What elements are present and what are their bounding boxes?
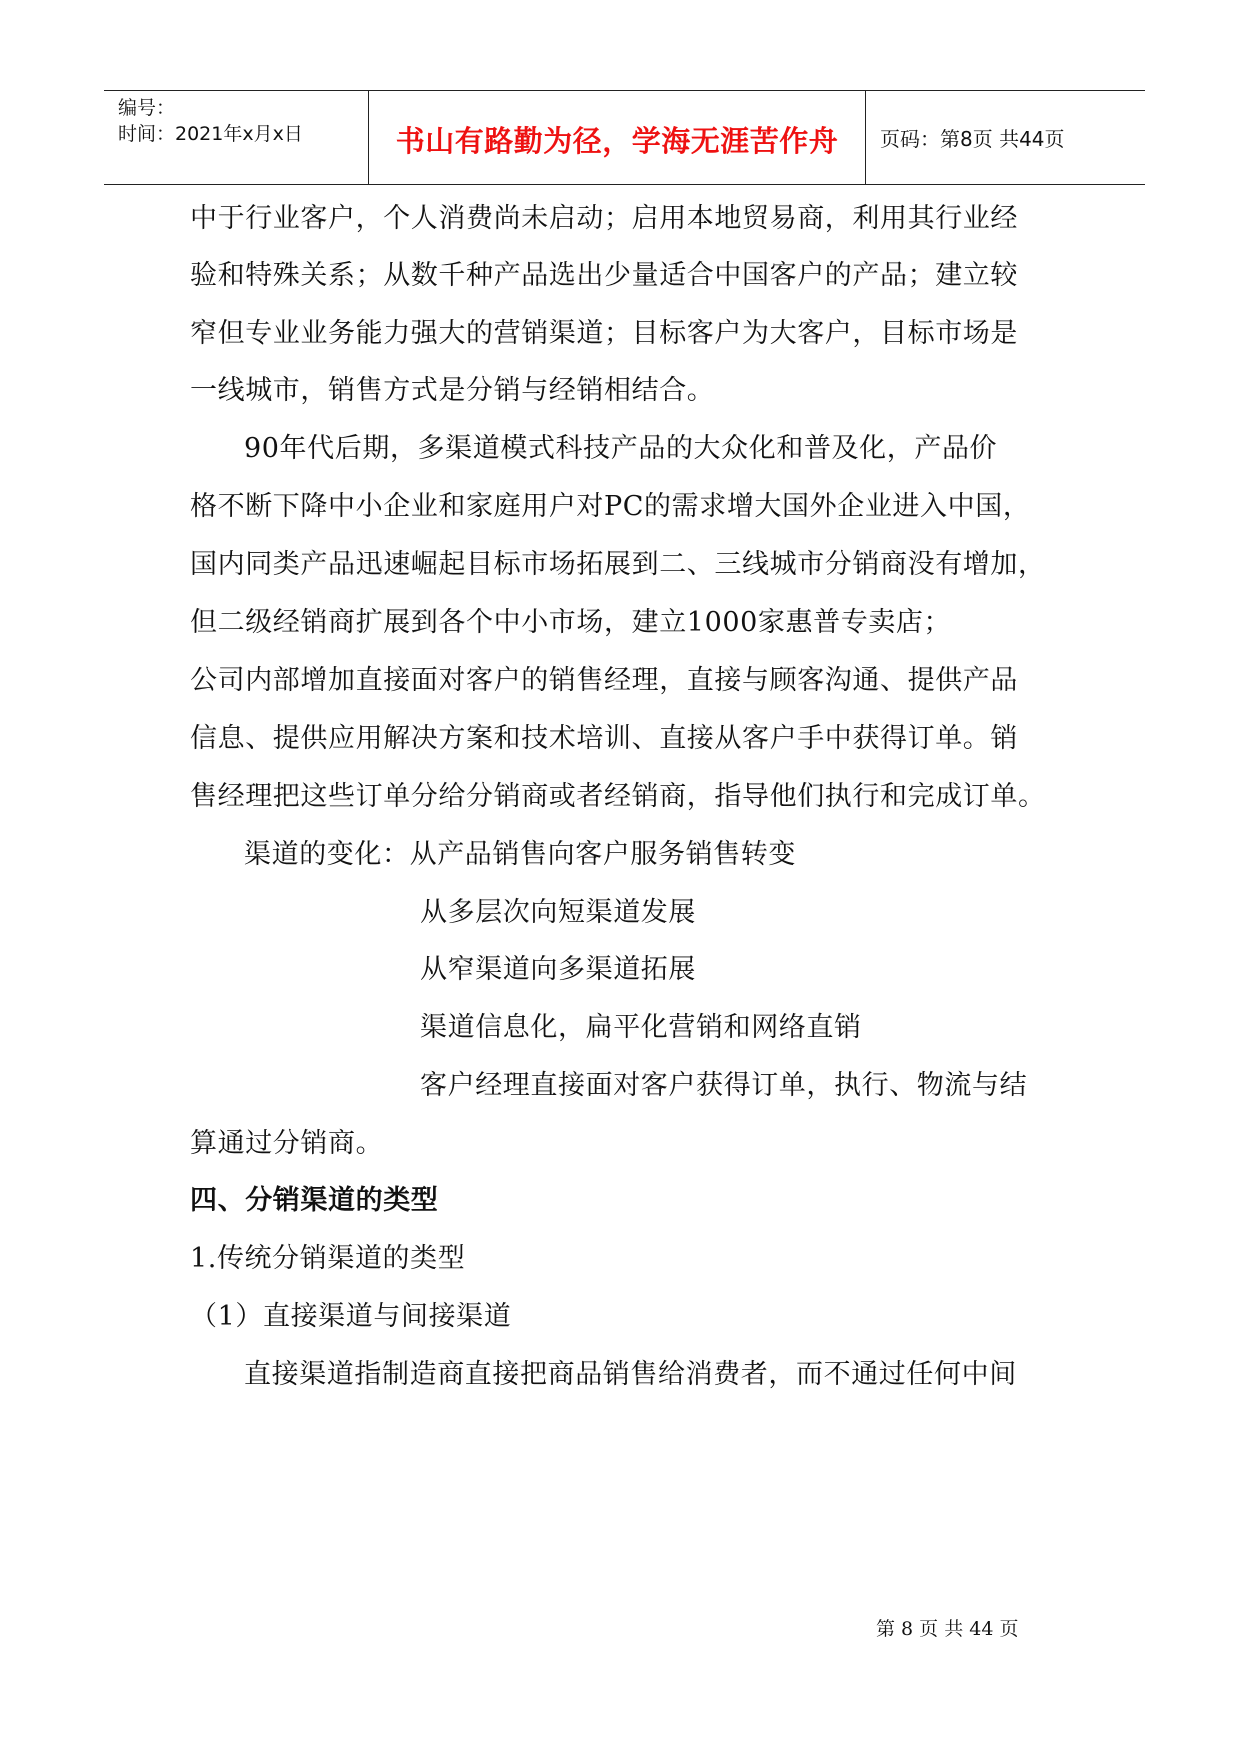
body-line: 客户经理直接面对客户获得订单，执行、物流与结	[420, 1070, 1028, 1101]
body-line: 验和特殊关系；从数千种产品选出少量适合中国客户的产品；建立较	[190, 260, 1018, 291]
body-line: 中于行业客户，个人消费尚未启动；启用本地贸易商，利用其行业经	[190, 203, 1018, 234]
code-label: 编号：	[118, 97, 176, 119]
page-footer: 第 8 页 共 44 页	[876, 1618, 1019, 1640]
body-line: 信息、提供应用解决方案和技术培训、直接从客户手中获得订单。销	[190, 723, 1018, 754]
body-line: 90年代后期，多渠道模式科技产品的大众化和普及化，产品价	[244, 433, 998, 464]
body-line: 窄但专业业务能力强大的营销渠道；目标客户为大客户，目标市场是	[190, 318, 1018, 349]
body-line: 但二级经销商扩展到各个中小市场，建立1000家惠普专卖店；	[190, 607, 952, 638]
subsection-heading: （1）直接渠道与间接渠道	[190, 1301, 512, 1332]
header-table	[104, 90, 1145, 185]
body-line: 渠道的变化：从产品销售向客户服务销售转变	[244, 839, 796, 870]
page-number-label: 页码：第8页 共44页	[880, 127, 1065, 151]
body-line: 公司内部增加直接面对客户的销售经理，直接与顾客沟通、提供产品	[190, 665, 1018, 696]
body-line: 直接渠道指制造商直接把商品销售给消费者，而不通过任何中间	[244, 1359, 1017, 1390]
body-line: 从多层次向短渠道发展	[420, 897, 696, 928]
section-heading: 四、分销渠道的类型	[190, 1185, 439, 1216]
body-line: 售经理把这些订单分给分销商或者经销商，指导他们执行和完成订单。	[190, 781, 1046, 812]
header-middle-cell	[369, 91, 866, 184]
subsection-heading: 1.传统分销渠道的类型	[190, 1243, 466, 1274]
body-line: 国内同类产品迅速崛起目标市场拓展到二、三线城市分销商没有增加，	[190, 549, 1046, 580]
header-left-cell	[104, 91, 369, 184]
motto: 书山有路勤为径，学海无涯苦作舟	[395, 124, 839, 158]
header-right-cell	[866, 91, 1145, 184]
body-line: 从窄渠道向多渠道拓展	[420, 954, 696, 985]
body-line: 算通过分销商。	[190, 1128, 384, 1159]
time-label: 时间：2021年x月x日	[118, 123, 303, 145]
body-line: 渠道信息化，扁平化营销和网络直销	[420, 1012, 862, 1043]
body-line: 一线城市，销售方式是分销与经销相结合。	[190, 375, 715, 406]
body-line: 格不断下降中小企业和家庭用户对PC的需求增大国外企业进入中国，	[190, 491, 1031, 522]
